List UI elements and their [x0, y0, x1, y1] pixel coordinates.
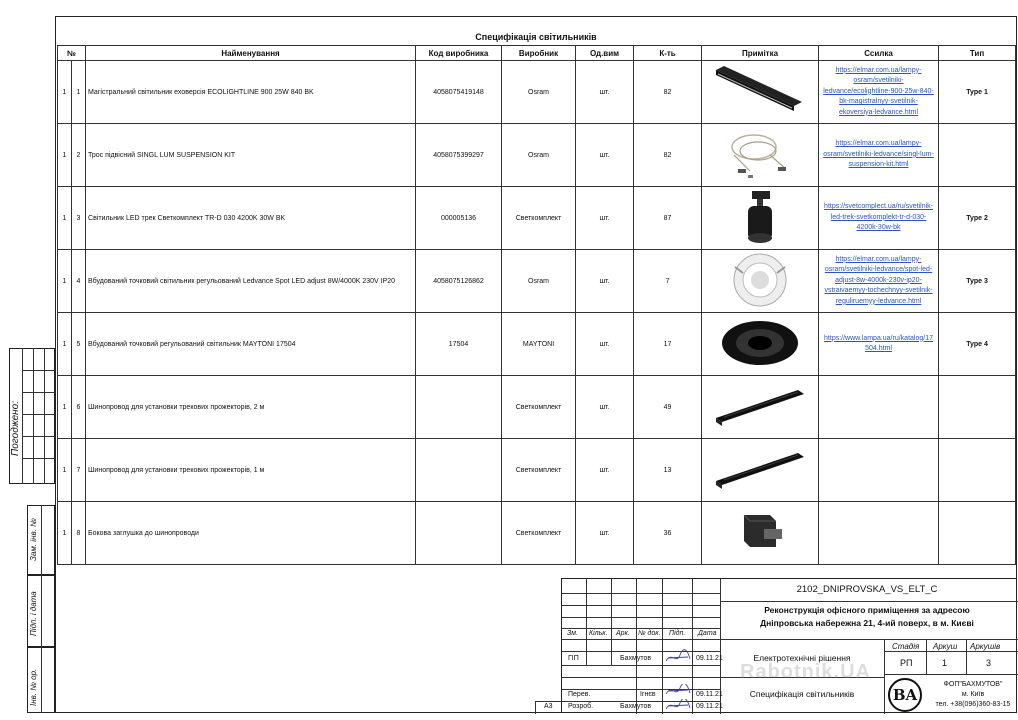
item-picture [702, 124, 819, 187]
item-link-line[interactable]: vstraivaemyy-tochechnyy-svetilnik- [824, 287, 933, 295]
item-type: Type 1 [939, 61, 1016, 124]
item-picture [702, 61, 819, 124]
suspension-cable-icon [704, 125, 816, 185]
row-index-a: 1 [58, 376, 72, 439]
item-link-line[interactable]: bk-magistralnyy-svetilnik- [839, 98, 918, 106]
row-index-a: 1 [58, 61, 72, 124]
row-index-a: 1 [58, 187, 72, 250]
col-link: Ссилка [819, 46, 939, 61]
spec-title: Специфікація світильників [475, 32, 597, 42]
item-picture [702, 376, 819, 439]
item-code: 4058075419148 [416, 61, 502, 124]
tb-date-dev: 09.11.21 [696, 703, 723, 710]
item-link-cell [819, 502, 939, 565]
row-index-b: 1 [72, 61, 86, 124]
tb-stage: РП [900, 658, 913, 668]
item-unit: шт. [576, 61, 634, 124]
row-index-b: 3 [72, 187, 86, 250]
track-rail-icon [704, 384, 816, 430]
tb-stage-header: Стадія [892, 642, 920, 651]
item-maker: MAYTONI [502, 313, 576, 376]
tb-name-check: Ігнєв [640, 691, 656, 698]
tb-sheet-title: Специфікація світильників [749, 689, 855, 699]
row-index-a: 1 [58, 250, 72, 313]
item-maker: Светкомплект [502, 187, 576, 250]
tb-format: А3 [544, 703, 553, 710]
table-row [58, 61, 1016, 124]
item-maker: Светкомплект [502, 376, 576, 439]
col-type: Тип [939, 46, 1016, 61]
tb-header-change: Зм. [567, 630, 579, 637]
item-type [939, 502, 1016, 565]
item-unit: шт. [576, 376, 634, 439]
item-qty: 82 [634, 124, 702, 187]
col-name: Найменування [86, 46, 416, 61]
tb-date-check: 09.11.21 [696, 691, 723, 698]
item-type: Type 3 [939, 250, 1016, 313]
company-city: м. Київ [961, 691, 985, 698]
row-index-b: 2 [72, 124, 86, 187]
row-index-b: 4 [72, 250, 86, 313]
row-index-a: 1 [58, 502, 72, 565]
item-name: Магістральний світильник еховерсія ECOLIGHTLINE 900 25W 840 BK [86, 61, 416, 124]
item-link-line[interactable]: https://elmar.com.ua/lampy- [835, 255, 922, 263]
tb-header-sign: Підп. [669, 630, 686, 637]
item-link-line[interactable]: 4200k-30w-bk [856, 224, 901, 232]
item-picture [702, 313, 819, 376]
tb-header-date: Дата [698, 630, 717, 637]
item-link-line[interactable]: ekoversiya-ledvance.html [839, 108, 918, 116]
tb-sheet-header: Аркуш [933, 642, 958, 651]
item-name: Світильник LED трек Светкомплект TR-D 030 4200K 30W BK [86, 187, 416, 250]
item-link-cell [819, 313, 939, 376]
col-unit: Од.вим [576, 46, 634, 61]
item-link-cell [819, 376, 939, 439]
item-link-line[interactable]: ledvance/ecolightline-900-25w-840- [823, 87, 934, 95]
signature-gip [664, 649, 692, 665]
watermark: Rabotnik.UA [740, 661, 871, 683]
tb-name-gip: Бахмутов [620, 655, 652, 662]
table-row [58, 250, 1016, 313]
project-line-2: Дніпровська набережна 21, 4-ий поверх, в м. Києві [760, 618, 974, 628]
item-qty: 87 [634, 187, 702, 250]
title-block [544, 578, 1017, 713]
item-maker: Osram [502, 61, 576, 124]
item-qty: 49 [634, 376, 702, 439]
linear-light-icon [704, 62, 816, 122]
row-index-b: 8 [72, 502, 86, 565]
signature-dev [664, 699, 692, 713]
col-note: Примітка [702, 46, 819, 61]
tb-header-qty: Кільк. [589, 630, 608, 637]
col-number: № [58, 46, 86, 61]
replaced-inventory-label: Зам. інв. № [29, 518, 38, 561]
company-name: ФОП"БАХМУТОВ" [943, 681, 1003, 688]
tb-header-sheet: Арк. [616, 630, 630, 637]
table-row [58, 313, 1016, 376]
item-qty: 7 [634, 250, 702, 313]
row-index-a: 1 [58, 439, 72, 502]
spec-table [57, 45, 1016, 565]
company-logo [888, 678, 922, 712]
item-picture [702, 502, 819, 565]
item-unit: шт. [576, 439, 634, 502]
table-header-row [58, 46, 1016, 61]
tb-date-gip: 09.11.21 [696, 655, 723, 662]
tb-sheets-header: Аркушів [970, 642, 1001, 651]
item-link-line[interactable]: osram/svetilniki-ledvance/spot-led- [824, 266, 933, 274]
signature-check [664, 684, 692, 698]
end-cap-icon [704, 507, 816, 559]
tb-sheet: 1 [942, 658, 948, 668]
row-index-a: 1 [58, 124, 72, 187]
item-type [939, 439, 1016, 502]
item-code [416, 439, 502, 502]
item-link-cell [819, 187, 939, 250]
item-link-cell [819, 61, 939, 124]
table-row [58, 187, 1016, 250]
item-picture [702, 187, 819, 250]
item-link-line[interactable]: osram/svetilniki- [853, 77, 904, 85]
item-unit: шт. [576, 187, 634, 250]
logo-text: BA [892, 686, 918, 704]
col-maker: Виробник [502, 46, 576, 61]
table-row [58, 502, 1016, 565]
item-qty: 17 [634, 313, 702, 376]
tb-role-gip: ГІП [568, 655, 579, 662]
item-qty: 36 [634, 502, 702, 565]
doc-code: 2102_DNIPROVSKA_VS_ELT_C [796, 584, 938, 595]
item-name: Бокова заглушка до шинопроводи [86, 502, 416, 565]
col-qty: К-ть [634, 46, 702, 61]
row-index-a: 1 [58, 313, 72, 376]
recessed-spot-black-icon [704, 318, 816, 370]
table-row [58, 124, 1016, 187]
item-link-line[interactable]: 504.html [865, 345, 892, 352]
item-name: Шинопровод для установки трекових прожекторів, 2 м [86, 376, 416, 439]
tb-role-dev: Розроб. [568, 703, 594, 710]
tb-sheets: 3 [986, 658, 992, 668]
item-link-cell [819, 250, 939, 313]
track-rail-icon [704, 447, 816, 493]
item-type: Type 2 [939, 187, 1016, 250]
item-link-line[interactable]: osram/svetilniki-ledvance/singl-lum- [823, 150, 934, 158]
item-maker: Osram [502, 124, 576, 187]
col-code: Код виробника [416, 46, 502, 61]
inventory-label: Інв. № ор. [29, 668, 38, 706]
item-link-cell [819, 439, 939, 502]
project-title [722, 604, 1012, 630]
item-unit: шт. [576, 124, 634, 187]
row-index-b: 5 [72, 313, 86, 376]
item-link-line[interactable]: https://elmar.com.ua/lampy- [835, 66, 922, 74]
item-picture [702, 250, 819, 313]
item-link-line[interactable]: adjust-8w-4000k-230v-ip20- [835, 276, 922, 284]
item-link-line[interactable]: suspension-kit.html [848, 161, 909, 169]
item-code: 000005136 [416, 187, 502, 250]
item-name: Вбудований точковий світильник регульований Ledvance Spot LED adjust 8W/4000K 230V IP20 [86, 250, 416, 313]
item-name: Трос підвісний SINGL LUM SUSPENSION KIT [86, 124, 416, 187]
item-link-line[interactable]: https://www.lampa.ua/ru/katalog/17 [824, 334, 933, 342]
item-type [939, 376, 1016, 439]
tb-header-doc: № док. [638, 630, 661, 637]
project-line-1: Реконструкція офісного приміщення за адресою [764, 605, 970, 615]
item-type: Type 4 [939, 313, 1016, 376]
item-link-line[interactable]: https://svetcomplect.ua/ru/svetilnik- [824, 203, 933, 211]
item-link-line[interactable]: led-trek-svetkomplekt-tr-d-030- [830, 213, 927, 221]
item-maker: Светкомплект [502, 439, 576, 502]
item-code: 4058075126862 [416, 250, 502, 313]
tb-role-check: Перев. [568, 691, 591, 698]
company-phone: тел. +38(096)360-83-15 [935, 701, 1011, 708]
signature-date-label: Підп. і дата [29, 591, 38, 636]
item-code: 17504 [416, 313, 502, 376]
track-spotlight-icon [704, 188, 816, 248]
tb-name-dev: Бахмутов [620, 703, 652, 710]
agreed-label: Погоджено: [10, 401, 21, 456]
recessed-spot-white-icon [704, 251, 816, 311]
item-link-line[interactable]: https://elmar.com.ua/lampy- [835, 140, 922, 148]
item-unit: шт. [576, 502, 634, 565]
item-name: Шинопровод для установки трекових прожекторів, 1 м [86, 439, 416, 502]
item-type [939, 124, 1016, 187]
item-unit: шт. [576, 250, 634, 313]
row-index-b: 6 [72, 376, 86, 439]
item-qty: 82 [634, 61, 702, 124]
item-unit: шт. [576, 313, 634, 376]
table-row [58, 376, 1016, 439]
item-maker: Osram [502, 250, 576, 313]
table-row [58, 439, 1016, 502]
tb-section: Електротехнічні рішення [753, 653, 851, 663]
item-qty: 13 [634, 439, 702, 502]
item-maker: Светкомплект [502, 502, 576, 565]
item-name: Вбудований точковий регульований світильник MAYTONI 17504 [86, 313, 416, 376]
item-picture [702, 439, 819, 502]
item-link-line[interactable]: reguliruemyy-ledvance.html [835, 297, 922, 305]
item-link-cell [819, 124, 939, 187]
item-code [416, 376, 502, 439]
item-code: 4058075399297 [416, 124, 502, 187]
item-code [416, 502, 502, 565]
row-index-b: 7 [72, 439, 86, 502]
